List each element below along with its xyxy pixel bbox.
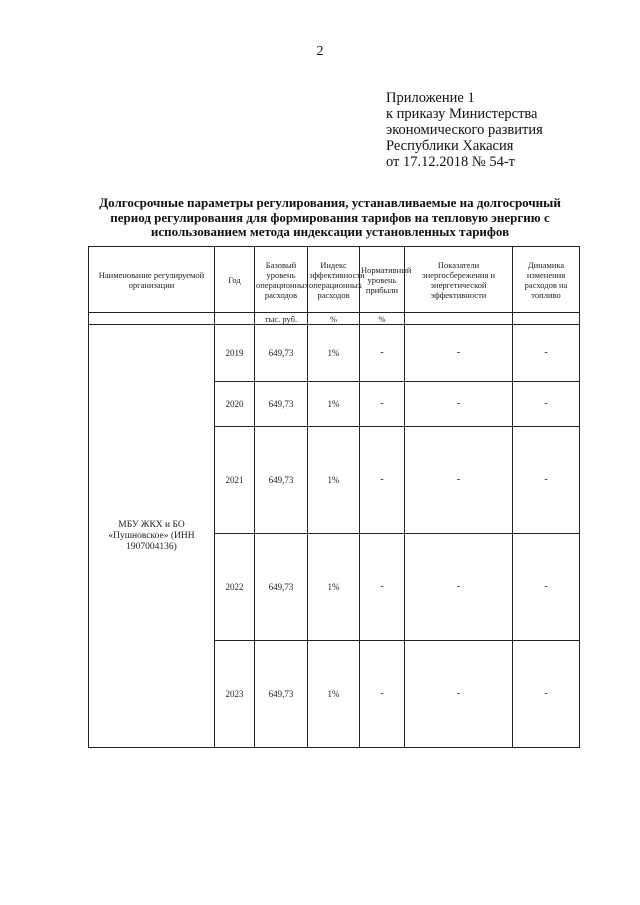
title-line: использованием метода индексации установленных тарифов bbox=[150, 224, 510, 239]
cell-energy: - bbox=[405, 325, 513, 382]
parameters-table bbox=[88, 246, 580, 748]
table-header-row bbox=[89, 247, 580, 313]
table-units-row bbox=[89, 313, 580, 325]
cell-year: 2020 bbox=[215, 382, 255, 427]
cell-fuel: - bbox=[513, 325, 580, 382]
unit-cell bbox=[513, 313, 580, 325]
cell-index: 1% bbox=[308, 641, 360, 748]
cell-year: 2021 bbox=[215, 427, 255, 534]
cell-energy: - bbox=[405, 534, 513, 641]
title-line: Долгосрочные параметры регулирования, устанавливаемые на долгосрочный bbox=[99, 195, 561, 210]
cell-index: 1% bbox=[308, 325, 360, 382]
title-line: период регулирования для формирования тарифов на тепловую энергию с bbox=[110, 209, 550, 225]
appendix-line: экономического развития bbox=[386, 122, 543, 138]
cell-profit: - bbox=[360, 382, 405, 427]
page-number: 2 bbox=[316, 44, 324, 59]
cell-year: 2019 bbox=[215, 325, 255, 382]
appendix-block bbox=[386, 90, 543, 170]
cell-energy: - bbox=[405, 641, 513, 748]
unit-base: тыс. руб. bbox=[255, 313, 308, 325]
document-title bbox=[80, 196, 580, 240]
header-fuel-dynamics: Динамика изменения расходов на топливо bbox=[513, 247, 580, 313]
unit-cell bbox=[215, 313, 255, 325]
cell-fuel: - bbox=[513, 641, 580, 748]
cell-index: 1% bbox=[308, 382, 360, 427]
table-row bbox=[89, 325, 580, 382]
cell-profit: - bbox=[360, 641, 405, 748]
unit-profit: % bbox=[360, 313, 405, 325]
cell-base: 649,73 bbox=[255, 641, 308, 748]
header-profit-level: Нормативный уровень прибыли bbox=[360, 247, 405, 313]
header-year: Год bbox=[215, 247, 255, 313]
cell-index: 1% bbox=[308, 534, 360, 641]
cell-profit: - bbox=[360, 534, 405, 641]
appendix-line: к приказу Министерства bbox=[386, 106, 538, 122]
cell-fuel: - bbox=[513, 427, 580, 534]
appendix-line: от 17.12.2018 № 54-т bbox=[386, 154, 516, 170]
header-base-opex: Базовый уровень операционных расходов bbox=[255, 247, 308, 313]
unit-cell bbox=[405, 313, 513, 325]
cell-fuel: - bbox=[513, 382, 580, 427]
cell-energy: - bbox=[405, 427, 513, 534]
cell-energy: - bbox=[405, 382, 513, 427]
cell-year: 2023 bbox=[215, 641, 255, 748]
cell-fuel: - bbox=[513, 534, 580, 641]
header-org: Наименование регулируемой организации bbox=[89, 247, 215, 313]
header-efficiency-index: Индекс эффективности операционных расходов bbox=[308, 247, 360, 313]
cell-index: 1% bbox=[308, 427, 360, 534]
cell-year: 2022 bbox=[215, 534, 255, 641]
cell-base: 649,73 bbox=[255, 534, 308, 641]
cell-base: 649,73 bbox=[255, 382, 308, 427]
cell-base: 649,73 bbox=[255, 427, 308, 534]
cell-profit: - bbox=[360, 325, 405, 382]
cell-base: 649,73 bbox=[255, 325, 308, 382]
unit-cell bbox=[89, 313, 215, 325]
organization-name: МБУ ЖКХ и БО «Пушновское» (ИНН 1907004136) bbox=[89, 325, 215, 748]
cell-profit: - bbox=[360, 427, 405, 534]
appendix-line: Приложение 1 bbox=[386, 90, 475, 106]
header-energy-saving: Показатели энергосбережения и энергетической эффективности bbox=[405, 247, 513, 313]
unit-index: % bbox=[308, 313, 360, 325]
appendix-line: Республики Хакасия bbox=[386, 138, 514, 154]
